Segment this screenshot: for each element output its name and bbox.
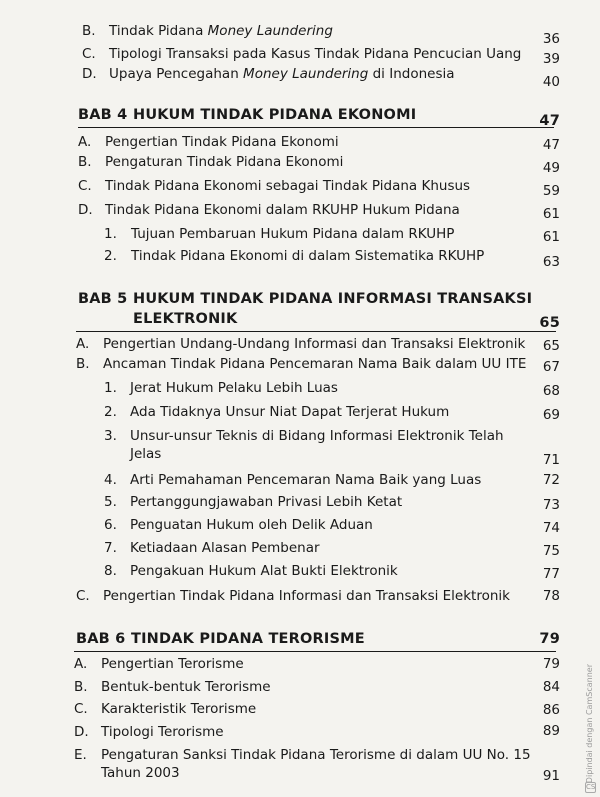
item-page: 71	[542, 452, 560, 468]
item-letter: A.	[78, 134, 92, 150]
item-letter: D.	[78, 202, 93, 218]
item-page: 63	[542, 254, 560, 270]
item-page: 67	[542, 359, 560, 375]
toc-subitem	[0, 538, 560, 558]
item-text: Tindak Pidana Ekonomi dalam RKUHP Hukum Pidana	[105, 202, 460, 218]
toc-subitem	[0, 470, 560, 490]
item-number: 8.	[104, 563, 117, 579]
chapter-divider	[78, 127, 554, 128]
item-page: 40	[542, 74, 560, 90]
item-letter: C.	[78, 178, 92, 194]
toc-item-continued	[0, 763, 560, 783]
item-page: 84	[542, 679, 560, 695]
item-number: 2.	[104, 248, 117, 264]
item-letter: B.	[78, 154, 92, 170]
item-page: 68	[542, 383, 560, 399]
chapter-page: 47	[539, 113, 560, 129]
item-letter: A.	[76, 336, 90, 352]
toc-item	[0, 334, 560, 354]
item-letter: D.	[82, 66, 97, 82]
item-page: 61	[542, 206, 560, 222]
scanner-watermark: Dipindai dengan CamScanner	[585, 663, 594, 783]
item-text: Penguatan Hukum oleh Delik Aduan	[130, 517, 373, 533]
chapter-page: 79	[539, 631, 560, 647]
item-page: 39	[542, 51, 560, 67]
item-letter: C.	[76, 588, 90, 604]
item-text: Pertanggungjawaban Privasi Lebih Ketat	[130, 494, 403, 510]
item-page: 73	[542, 497, 560, 513]
item-letter: A.	[74, 656, 88, 672]
toc-item	[0, 722, 560, 742]
item-page: 72	[542, 472, 560, 488]
toc-item	[0, 64, 560, 90]
item-text: Ada Tidaknya Unsur Niat Dapat Terjerat Hukum	[130, 404, 450, 420]
item-text: Jerat Hukum Pelaku Lebih Luas	[130, 380, 338, 396]
item-page: 65	[542, 338, 560, 354]
item-number: 2.	[104, 404, 117, 420]
item-number: 7.	[104, 540, 117, 556]
item-page: 79	[542, 656, 560, 672]
item-page: 89	[542, 723, 560, 739]
chapter-title: TINDAK PIDANA TERORISME	[131, 631, 365, 647]
item-page: 36	[542, 31, 560, 47]
item-text: Pengertian Terorisme	[101, 656, 244, 672]
item-letter: B.	[82, 23, 96, 39]
toc-item	[0, 176, 560, 199]
item-text: Pengaturan Sanksi Tindak Pidana Terorisme di dalam UU No. 15	[101, 747, 531, 763]
toc-item	[0, 132, 560, 152]
toc-item	[0, 21, 560, 47]
chapter-title: HUKUM TINDAK PIDANA INFORMASI TRANSAKSI	[133, 291, 533, 307]
item-page: 75	[542, 543, 560, 559]
item-number: 4.	[104, 472, 117, 488]
item-page: 47	[542, 137, 560, 153]
item-number: 1.	[104, 380, 117, 396]
item-page: 77	[542, 566, 560, 582]
item-page: 91	[542, 768, 560, 784]
item-letter: B.	[74, 679, 88, 695]
scanner-logo-icon: CS	[586, 783, 596, 791]
item-letter: B.	[76, 356, 90, 372]
chapter-title-line2: ELEKTRONIK	[133, 311, 238, 327]
toc-subitem	[0, 224, 560, 244]
toc-item	[0, 699, 560, 719]
item-text: Tipologi Transaksi pada Kasus Tindak Pidana Pencucian Uang	[109, 46, 522, 62]
item-number: 6.	[104, 517, 117, 533]
chapter-label: BAB 4	[78, 107, 128, 123]
item-number: 3.	[104, 428, 117, 444]
toc-item	[0, 654, 560, 674]
item-text: Arti Pemahaman Pencemaran Nama Baik yang Luas	[130, 472, 482, 488]
item-number: 1.	[104, 226, 117, 242]
toc-subitem	[0, 561, 560, 581]
toc-item	[0, 745, 560, 765]
toc-item	[0, 152, 560, 176]
toc-subitem	[0, 246, 560, 270]
item-text: Tindak Pidana Money Laundering	[109, 23, 333, 39]
item-text: Upaya Pencegahan Money Laundering di Indonesia	[109, 66, 455, 82]
item-page: 74	[542, 520, 560, 536]
toc-subitem	[0, 492, 560, 512]
item-text: Tindak Pidana Ekonomi sebagai Tindak Pidana Khusus	[105, 178, 471, 194]
item-text: Pengertian Tindak Pidana Informasi dan Transaksi Elektronik	[103, 588, 510, 604]
toc-subitem	[0, 426, 560, 446]
chapter-label: BAB 5	[78, 291, 128, 307]
item-text-line2: Tahun 2003	[101, 765, 180, 781]
item-page: 86	[542, 702, 560, 718]
toc-subitem	[0, 515, 560, 535]
item-text: Pengaturan Tindak Pidana Ekonomi	[105, 154, 344, 170]
toc-item	[0, 354, 560, 374]
chapter-title: HUKUM TINDAK PIDANA EKONOMI	[133, 107, 417, 123]
toc-subitem-continued	[0, 444, 560, 468]
item-text: Karakteristik Terorisme	[101, 701, 257, 717]
item-text: Bentuk-bentuk Terorisme	[101, 679, 271, 695]
toc-subitem	[0, 378, 560, 398]
chapter-divider	[74, 651, 556, 652]
chapter-label: BAB 6	[76, 631, 126, 647]
item-text: Tipologi Terorisme	[101, 724, 224, 740]
item-text: Pengakuan Hukum Alat Bukti Elektronik	[130, 563, 398, 579]
item-number: 5.	[104, 494, 117, 510]
item-page: 69	[542, 407, 560, 423]
item-text: Pengertian Tindak Pidana Ekonomi	[105, 134, 339, 150]
item-text: Tujuan Pembaruan Hukum Pidana dalam RKUHP	[131, 226, 455, 242]
item-text: Unsur-unsur Teknis di Bidang Informasi Elektronik Telah	[130, 428, 504, 444]
chapter-divider	[76, 331, 556, 332]
item-letter: E.	[74, 747, 87, 763]
item-text: Ketiadaan Alasan Pembenar	[130, 540, 320, 556]
toc-item	[0, 586, 560, 606]
toc-subitem	[0, 402, 560, 422]
item-text: Ancaman Tindak Pidana Pencemaran Nama Baik dalam UU ITE	[103, 356, 527, 372]
item-letter: D.	[74, 724, 89, 740]
toc-item	[0, 677, 560, 697]
item-letter: C.	[74, 701, 88, 717]
item-text-line2: Jelas	[130, 446, 162, 462]
item-page: 78	[542, 588, 560, 604]
item-text: Tindak Pidana Ekonomi di dalam Sistematika RKUHP	[131, 248, 485, 264]
chapter-page: 65	[539, 315, 560, 331]
item-page: 49	[542, 160, 560, 176]
item-page: 59	[542, 183, 560, 199]
item-text: Pengertian Undang-Undang Informasi dan Transaksi Elektronik	[103, 336, 526, 352]
item-letter: C.	[82, 46, 96, 62]
toc-item	[0, 44, 560, 67]
toc-item	[0, 200, 560, 220]
item-page: 61	[542, 229, 560, 245]
